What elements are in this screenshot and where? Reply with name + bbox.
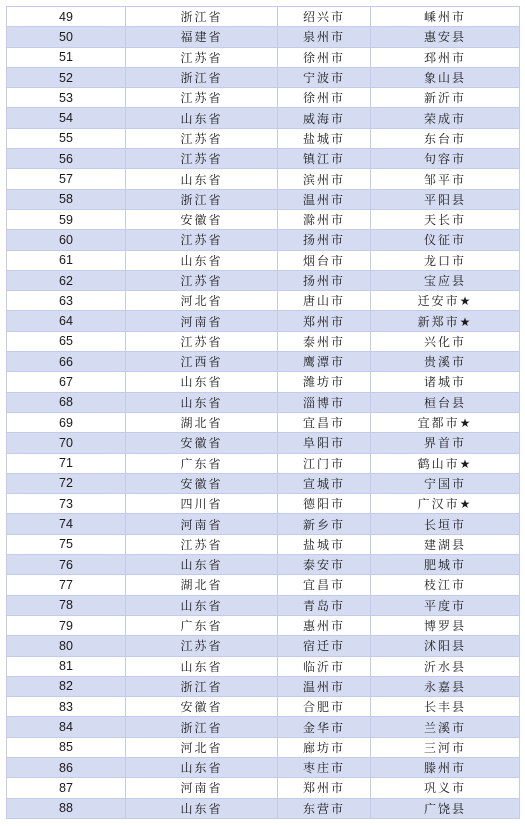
city-cell: 扬州市: [278, 271, 371, 291]
table-row: [7, 433, 520, 453]
city-cell: 徐州市: [278, 48, 371, 68]
province-cell: 浙江省: [126, 7, 278, 27]
city-cell: 德阳市: [278, 494, 371, 514]
county-cell: 平度市: [371, 596, 520, 616]
city-cell: 泰州市: [278, 332, 371, 352]
county-cell: 龙口市: [371, 251, 520, 271]
table-row: [7, 677, 520, 697]
county-cell: 邳州市: [371, 48, 520, 68]
rank-cell: 50: [7, 27, 126, 47]
rank-cell: 65: [7, 332, 126, 352]
rank-cell: 54: [7, 108, 126, 128]
province-cell: 福建省: [126, 27, 278, 47]
county-cell: 宜都市★: [371, 413, 520, 433]
province-cell: 江苏省: [126, 271, 278, 291]
rank-cell: 86: [7, 758, 126, 778]
city-cell: 宜昌市: [278, 575, 371, 595]
city-cell: 阜阳市: [278, 433, 371, 453]
province-cell: 山东省: [126, 596, 278, 616]
province-cell: 安徽省: [126, 474, 278, 494]
county-cell: 仪征市: [371, 230, 520, 250]
province-cell: 山东省: [126, 758, 278, 778]
table-row: [7, 149, 520, 169]
city-cell: 惠州市: [278, 616, 371, 636]
city-cell: 扬州市: [278, 230, 371, 250]
table-row: [7, 575, 520, 595]
city-cell: 滨州市: [278, 169, 371, 189]
city-cell: 唐山市: [278, 291, 371, 311]
rank-cell: 53: [7, 88, 126, 108]
city-cell: 宜昌市: [278, 413, 371, 433]
table-row: [7, 7, 520, 27]
county-cell: 东台市: [371, 129, 520, 149]
rank-cell: 72: [7, 474, 126, 494]
province-cell: 山东省: [126, 251, 278, 271]
county-cell: 贵溪市: [371, 352, 520, 372]
province-cell: 浙江省: [126, 190, 278, 210]
table-row: [7, 738, 520, 758]
city-cell: 泉州市: [278, 27, 371, 47]
city-cell: 临沂市: [278, 657, 371, 677]
table-row: [7, 596, 520, 616]
city-cell: 镇江市: [278, 149, 371, 169]
province-cell: 山东省: [126, 657, 278, 677]
county-cell: 迁安市★: [371, 291, 520, 311]
province-cell: 山东省: [126, 799, 278, 819]
county-cell: 诸城市: [371, 372, 520, 392]
county-cell: 长丰县: [371, 697, 520, 717]
city-cell: 温州市: [278, 190, 371, 210]
rank-cell: 83: [7, 697, 126, 717]
rank-cell: 88: [7, 799, 126, 819]
rank-cell: 57: [7, 169, 126, 189]
province-cell: 山东省: [126, 169, 278, 189]
city-cell: 合肥市: [278, 697, 371, 717]
county-cell: 长垣市: [371, 514, 520, 534]
city-cell: 泰安市: [278, 555, 371, 575]
table-row: [7, 413, 520, 433]
table-row: [7, 352, 520, 372]
rank-cell: 87: [7, 778, 126, 798]
county-cell: 沭阳县: [371, 636, 520, 656]
province-cell: 江苏省: [126, 149, 278, 169]
table-row: [7, 717, 520, 737]
province-cell: 山东省: [126, 393, 278, 413]
city-cell: 郑州市: [278, 311, 371, 331]
table-row: [7, 372, 520, 392]
city-cell: 廊坊市: [278, 738, 371, 758]
rank-cell: 55: [7, 129, 126, 149]
table-row: [7, 251, 520, 271]
table-row: [7, 535, 520, 555]
rank-cell: 75: [7, 535, 126, 555]
city-cell: 温州市: [278, 677, 371, 697]
province-cell: 河南省: [126, 311, 278, 331]
county-cell: 宁国市: [371, 474, 520, 494]
county-cell: 界首市: [371, 433, 520, 453]
city-cell: 滁州市: [278, 210, 371, 230]
city-cell: 潍坊市: [278, 372, 371, 392]
city-cell: 宣城市: [278, 474, 371, 494]
rank-cell: 77: [7, 575, 126, 595]
county-cell: 宝应县: [371, 271, 520, 291]
table-row: [7, 27, 520, 47]
table-row: [7, 230, 520, 250]
table-row: [7, 657, 520, 677]
rank-cell: 56: [7, 149, 126, 169]
county-cell: 广饶县: [371, 799, 520, 819]
county-cell: 建湖县: [371, 535, 520, 555]
city-cell: 金华市: [278, 717, 371, 737]
province-cell: 浙江省: [126, 677, 278, 697]
province-cell: 四川省: [126, 494, 278, 514]
table-row: [7, 88, 520, 108]
county-cell: 新郑市★: [371, 311, 520, 331]
rank-cell: 84: [7, 717, 126, 737]
city-cell: 淄博市: [278, 393, 371, 413]
rank-cell: 81: [7, 657, 126, 677]
rank-cell: 71: [7, 454, 126, 474]
rank-cell: 68: [7, 393, 126, 413]
city-cell: 盐城市: [278, 535, 371, 555]
city-cell: 威海市: [278, 108, 371, 128]
province-cell: 山东省: [126, 555, 278, 575]
rank-cell: 64: [7, 311, 126, 331]
county-cell: 兴化市: [371, 332, 520, 352]
county-cell: 枝江市: [371, 575, 520, 595]
rank-cell: 78: [7, 596, 126, 616]
table-row: [7, 271, 520, 291]
ranking-table: [6, 6, 520, 819]
county-cell: 荣成市: [371, 108, 520, 128]
table-row: [7, 494, 520, 514]
province-cell: 江苏省: [126, 48, 278, 68]
province-cell: 江苏省: [126, 332, 278, 352]
table-row: [7, 311, 520, 331]
rank-cell: 61: [7, 251, 126, 271]
city-cell: 盐城市: [278, 129, 371, 149]
province-cell: 江苏省: [126, 129, 278, 149]
city-cell: 烟台市: [278, 251, 371, 271]
province-cell: 安徽省: [126, 433, 278, 453]
table-row: [7, 190, 520, 210]
county-cell: 巩义市: [371, 778, 520, 798]
table-row: [7, 454, 520, 474]
rank-cell: 59: [7, 210, 126, 230]
table-row: [7, 210, 520, 230]
city-cell: 鹰潭市: [278, 352, 371, 372]
province-cell: 浙江省: [126, 717, 278, 737]
city-cell: 宁波市: [278, 68, 371, 88]
table-row: [7, 616, 520, 636]
province-cell: 湖北省: [126, 413, 278, 433]
province-cell: 江苏省: [126, 535, 278, 555]
table-row: [7, 332, 520, 352]
rank-cell: 67: [7, 372, 126, 392]
table-row: [7, 48, 520, 68]
rank-cell: 73: [7, 494, 126, 514]
province-cell: 湖北省: [126, 575, 278, 595]
table-row: [7, 169, 520, 189]
city-cell: 枣庄市: [278, 758, 371, 778]
table-row: [7, 636, 520, 656]
county-cell: 惠安县: [371, 27, 520, 47]
table-row: [7, 129, 520, 149]
rank-cell: 79: [7, 616, 126, 636]
rank-cell: 58: [7, 190, 126, 210]
county-cell: 博罗县: [371, 616, 520, 636]
county-cell: 兰溪市: [371, 717, 520, 737]
table-row: [7, 514, 520, 534]
province-cell: 江苏省: [126, 88, 278, 108]
county-cell: 新沂市: [371, 88, 520, 108]
county-cell: 平阳县: [371, 190, 520, 210]
table-row: [7, 291, 520, 311]
rank-cell: 63: [7, 291, 126, 311]
table-row: [7, 474, 520, 494]
rank-cell: 66: [7, 352, 126, 372]
city-cell: 新乡市: [278, 514, 371, 534]
table-row: [7, 108, 520, 128]
province-cell: 广东省: [126, 616, 278, 636]
rank-cell: 69: [7, 413, 126, 433]
county-cell: 滕州市: [371, 758, 520, 778]
province-cell: 江苏省: [126, 636, 278, 656]
rank-cell: 60: [7, 230, 126, 250]
table-row: [7, 68, 520, 88]
province-cell: 河南省: [126, 778, 278, 798]
rank-cell: 49: [7, 7, 126, 27]
county-cell: 象山县: [371, 68, 520, 88]
city-cell: 东营市: [278, 799, 371, 819]
province-cell: 安徽省: [126, 210, 278, 230]
city-cell: 徐州市: [278, 88, 371, 108]
rank-cell: 80: [7, 636, 126, 656]
city-cell: 宿迁市: [278, 636, 371, 656]
county-cell: 沂水县: [371, 657, 520, 677]
rank-cell: 52: [7, 68, 126, 88]
county-cell: 句容市: [371, 149, 520, 169]
province-cell: 广东省: [126, 454, 278, 474]
province-cell: 江西省: [126, 352, 278, 372]
county-cell: 永嘉县: [371, 677, 520, 697]
city-cell: 江门市: [278, 454, 371, 474]
province-cell: 河北省: [126, 738, 278, 758]
rank-cell: 76: [7, 555, 126, 575]
table-row: [7, 697, 520, 717]
rank-cell: 62: [7, 271, 126, 291]
province-cell: 安徽省: [126, 697, 278, 717]
county-cell: 鹤山市★: [371, 454, 520, 474]
table-row: [7, 778, 520, 798]
rank-cell: 82: [7, 677, 126, 697]
county-cell: 天长市: [371, 210, 520, 230]
county-cell: 三河市: [371, 738, 520, 758]
province-cell: 山东省: [126, 372, 278, 392]
county-cell: 嵊州市: [371, 7, 520, 27]
city-cell: 青岛市: [278, 596, 371, 616]
table-row: [7, 758, 520, 778]
province-cell: 河南省: [126, 514, 278, 534]
city-cell: 郑州市: [278, 778, 371, 798]
county-cell: 桓台县: [371, 393, 520, 413]
table-row: [7, 799, 520, 819]
rank-cell: 74: [7, 514, 126, 534]
county-cell: 广汉市★: [371, 494, 520, 514]
table-row: [7, 393, 520, 413]
county-cell: 肥城市: [371, 555, 520, 575]
province-cell: 山东省: [126, 108, 278, 128]
table-row: [7, 555, 520, 575]
county-cell: 邹平市: [371, 169, 520, 189]
province-cell: 江苏省: [126, 230, 278, 250]
province-cell: 河北省: [126, 291, 278, 311]
province-cell: 浙江省: [126, 68, 278, 88]
rank-cell: 85: [7, 738, 126, 758]
rank-cell: 70: [7, 433, 126, 453]
city-cell: 绍兴市: [278, 7, 371, 27]
rank-cell: 51: [7, 48, 126, 68]
